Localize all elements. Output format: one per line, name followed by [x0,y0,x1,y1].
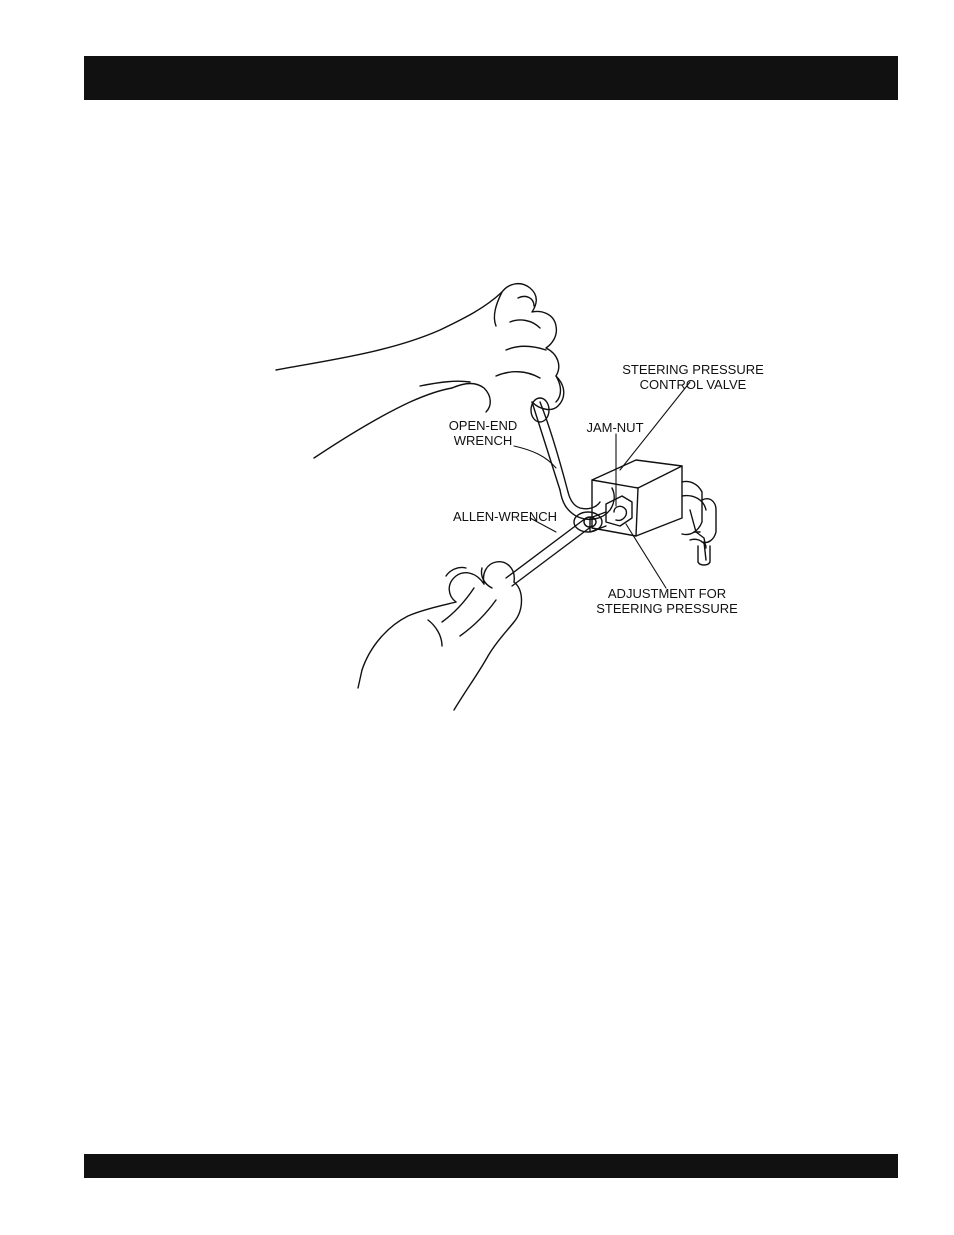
footer-bar [84,1154,898,1178]
label-line: WRENCH [453,433,513,448]
label-line: CONTROL VALVE [639,377,747,392]
leader-lines [514,382,690,588]
open-end-wrench-label [442,418,524,448]
lower-hand-illustration [358,562,522,710]
label-line: STEERING PRESSURE [622,362,764,377]
steering-pressure-adjustment-illustration [270,270,790,720]
adjustment-for-steering-pressure-label [588,586,746,616]
allen-wrench-illustration [506,517,596,586]
allen-wrench-label [446,509,564,524]
jam-nut-label [582,420,648,435]
label-line: ALLEN-WRENCH [452,509,557,524]
label-line: STEERING PRESSURE [596,601,738,616]
label-line: ADJUSTMENT FOR [607,586,727,601]
label-line: OPEN-END [448,418,518,433]
header-bar [84,56,898,100]
steering-pressure-control-valve-label [614,362,772,392]
label-line: JAM-NUT [586,420,644,435]
control-valve-illustration [590,460,716,565]
